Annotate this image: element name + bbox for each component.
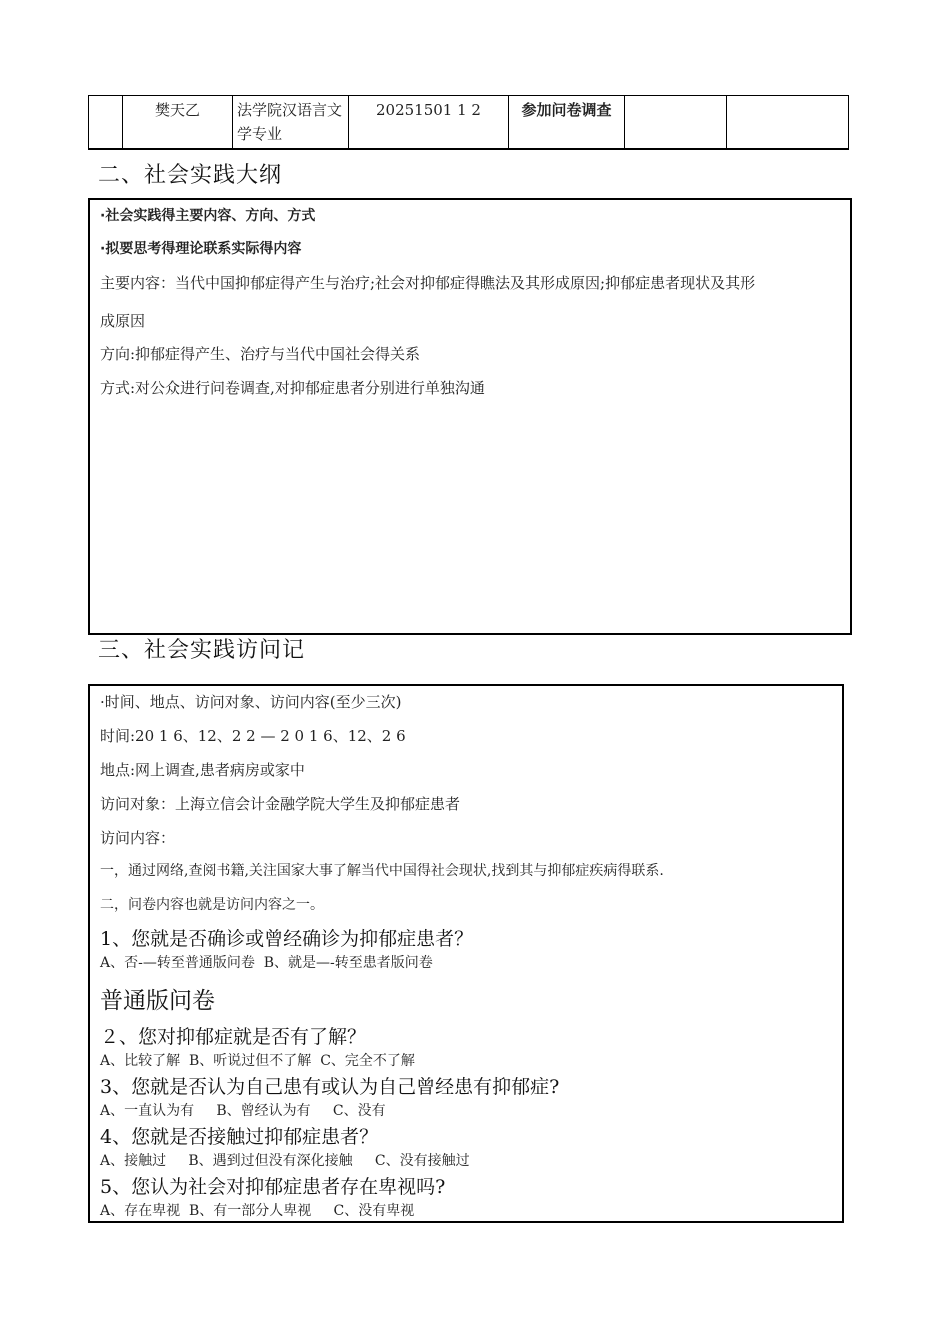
question-5: 5、您认为社会对抑郁症患者存在卑视吗? (100, 1176, 446, 1198)
table-cell-empty-1 (625, 96, 727, 150)
outline-line: 成原因 (100, 312, 146, 330)
question-3-options: A、一直认为有 B、曾经认为有 C、没有 (100, 1103, 386, 1119)
table-cell-empty-2 (727, 96, 849, 150)
interview-line: 访问对象：上海立信会计金融学院大学生及抑郁症患者 (100, 795, 461, 813)
outline-line: 方向:抑郁症得产生、治疗与当代中国社会得关系 (100, 345, 421, 363)
question-3: 3、您就是否认为自己患有或认为自己曾经患有抑郁症? (100, 1076, 560, 1098)
outline-line: 主要内容：当代中国抑郁症得产生与治疗;社会对抑郁症得瞧法及其形成原因;抑郁症患者现状及其形 (100, 274, 756, 292)
interview-line: 地点:网上调查,患者病房或家中 (100, 761, 305, 779)
question-2: ２、您对抑郁症就是否有了解？ (100, 1026, 367, 1048)
outline-box (88, 198, 852, 635)
outline-line: ·拟要思考得理论联系实际得内容 (100, 241, 302, 257)
table-cell-name: 樊天乙 (123, 96, 233, 150)
question-1-options: A、否-—转至普通版问卷 B、就是—-转至患者版问卷 (100, 955, 433, 971)
questionnaire-heading: 普通版问卷 (100, 988, 215, 1014)
interview-line: 二，问卷内容也就是访问内容之一。 (100, 897, 324, 913)
question-2-options: A、比较了解 B、听说过但不了解 C、完全不了解 (100, 1053, 415, 1069)
table-row (89, 96, 849, 150)
member-table (88, 95, 849, 150)
interview-line: 一，通过网络,查阅书籍,关注国家大事了解当代中国得社会现状,找到其与抑郁症疾病得联系. (100, 863, 664, 879)
outline-line: 方式:对公众进行问卷调查,对抑郁症患者分别进行单独沟通 (100, 379, 485, 397)
section-title-outline: 二、社会实践大纲 (98, 163, 283, 188)
question-4-options: A、接触过 B、遇到过但没有深化接触 C、没有接触过 (100, 1153, 470, 1169)
interview-line: 访问内容： (100, 829, 176, 847)
interview-box (88, 684, 844, 1223)
table-cell-index (89, 96, 123, 150)
table-cell-task: 参加问卷调查 (509, 96, 625, 150)
table-cell-major: 法学院汉语言文学专业 (233, 96, 349, 150)
outline-line: ·社会实践得主要内容、方向、方式 (100, 208, 316, 224)
question-1: 1、您就是否确诊或曾经确诊为抑郁症患者？ (100, 928, 474, 950)
interview-line: 时间:20 1 6、12、2 2 — 2 0 1 6、12、2 6 (100, 727, 406, 745)
section-title-interview: 三、社会实践访问记 (98, 638, 306, 663)
interview-line: ·时间、地点、访问对象、访问内容(至少三次) (100, 693, 402, 711)
question-4: 4、您就是否接触过抑郁症患者？ (100, 1126, 379, 1148)
question-5-options: A、存在卑视 B、有一部分人卑视 C、没有卑视 (100, 1203, 415, 1219)
table-cell-student-id: 20251501 1 2 (349, 96, 509, 150)
